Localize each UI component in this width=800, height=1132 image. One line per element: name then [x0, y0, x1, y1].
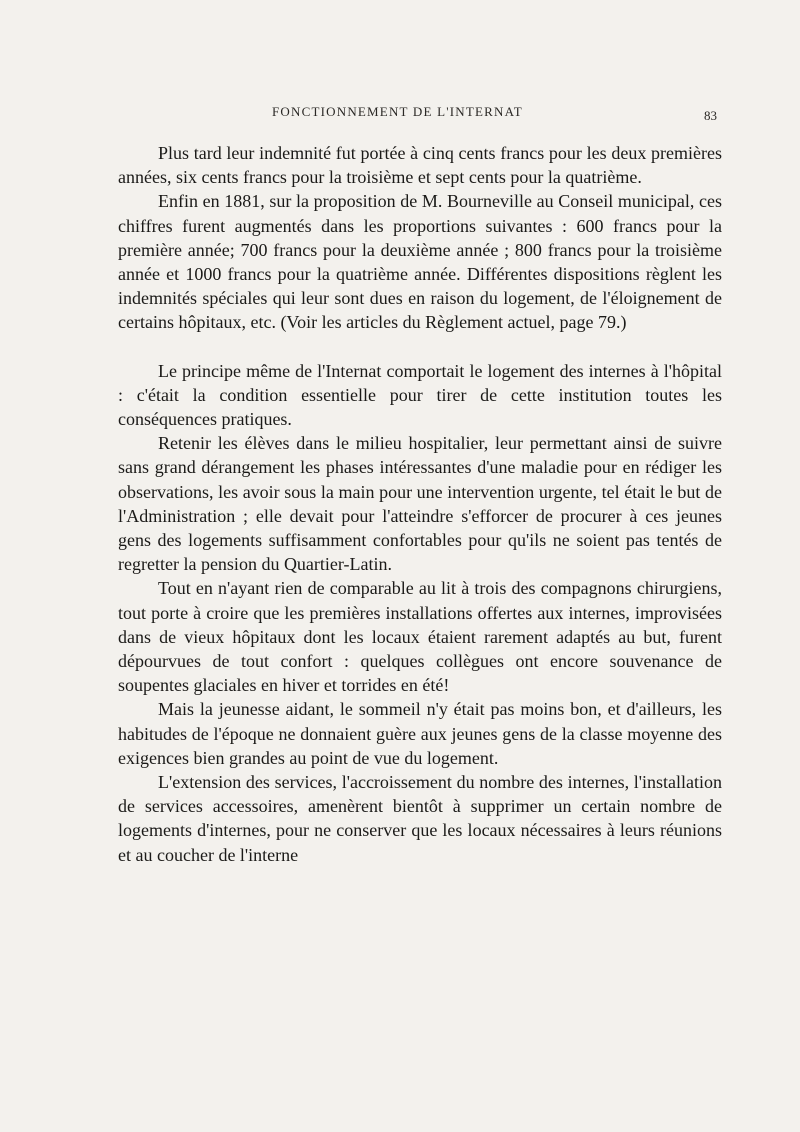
page-number: 83 — [704, 108, 717, 123]
paragraph: Le principe même de l'Internat comportait le logement des internes à l'hôpital : c'était la condition essentielle pour tirer de cette institution toutes les conséquences pratiques. — [118, 360, 722, 430]
paragraph: Tout en n'ayant rien de comparable au lit à trois des compagnons chirurgiens, tout porte à croire que les premières installations offertes aux internes, improvisées dans de vieux hôpitaux dont les locaux étaient rarement adaptés au but, furent dépourvues de tout confort : quelques collègues ont encore souvenance de soupentes glaciales en hiver et torrides en été! — [118, 578, 722, 696]
body-text — [118, 141, 722, 867]
paragraph: L'extension des services, l'accroissement du nombre des internes, l'installation de services accessoires, amenèrent bientôt à supprimer un certain nombre de logements d'internes, pour ne conserver que les locaux nécessaires à leurs réunions et au coucher de l'interne — [118, 772, 722, 865]
running-header: FONCTIONNEMENT DE L'INTERNAT — [272, 104, 523, 119]
paragraph: Retenir les élèves dans le milieu hospitalier, leur permettant ainsi de suivre sans grand dérangement les phases intéressantes d'une maladie pour en rédiger les observations, les avoir sous la main pour une intervention urgente, tel était le but de l'Administration ; elle devait pour l'atteindre s'efforcer de procurer à ces jeunes gens des logements suffisamment confortables pour qu'ils ne soient pas tentés de regretter la pension du Quartier-Latin. — [118, 433, 722, 575]
paragraph: Mais la jeunesse aidant, le sommeil n'y était pas moins bon, et d'ailleurs, les habitudes de l'époque ne donnaient guère aux jeunes gens de la classe moyenne des exigences bien grandes au point de vue du logement. — [118, 699, 722, 768]
paragraph: Enfin en 1881, sur la proposition de M. Bourneville au Conseil municipal, ces chiffres furent augmentés dans les proportions suivantes : 600 francs pour la première année; 700 francs pour la deuxième année ; 800 francs pour la troisième année et 1000 francs pour la quatrième année. Différentes dispositions règlent les indemnités spéciales qui leur sont dues en raison du logement, de l'éloignement de certains hôpitaux, etc. (Voir les articles du Règlement actuel, page 79.) — [118, 191, 722, 333]
paragraph: Plus tard leur indemnité fut portée à cinq cents francs pour les deux premières années, six cents francs pour la troisième et sept cents pour la quatrième. — [118, 143, 722, 188]
